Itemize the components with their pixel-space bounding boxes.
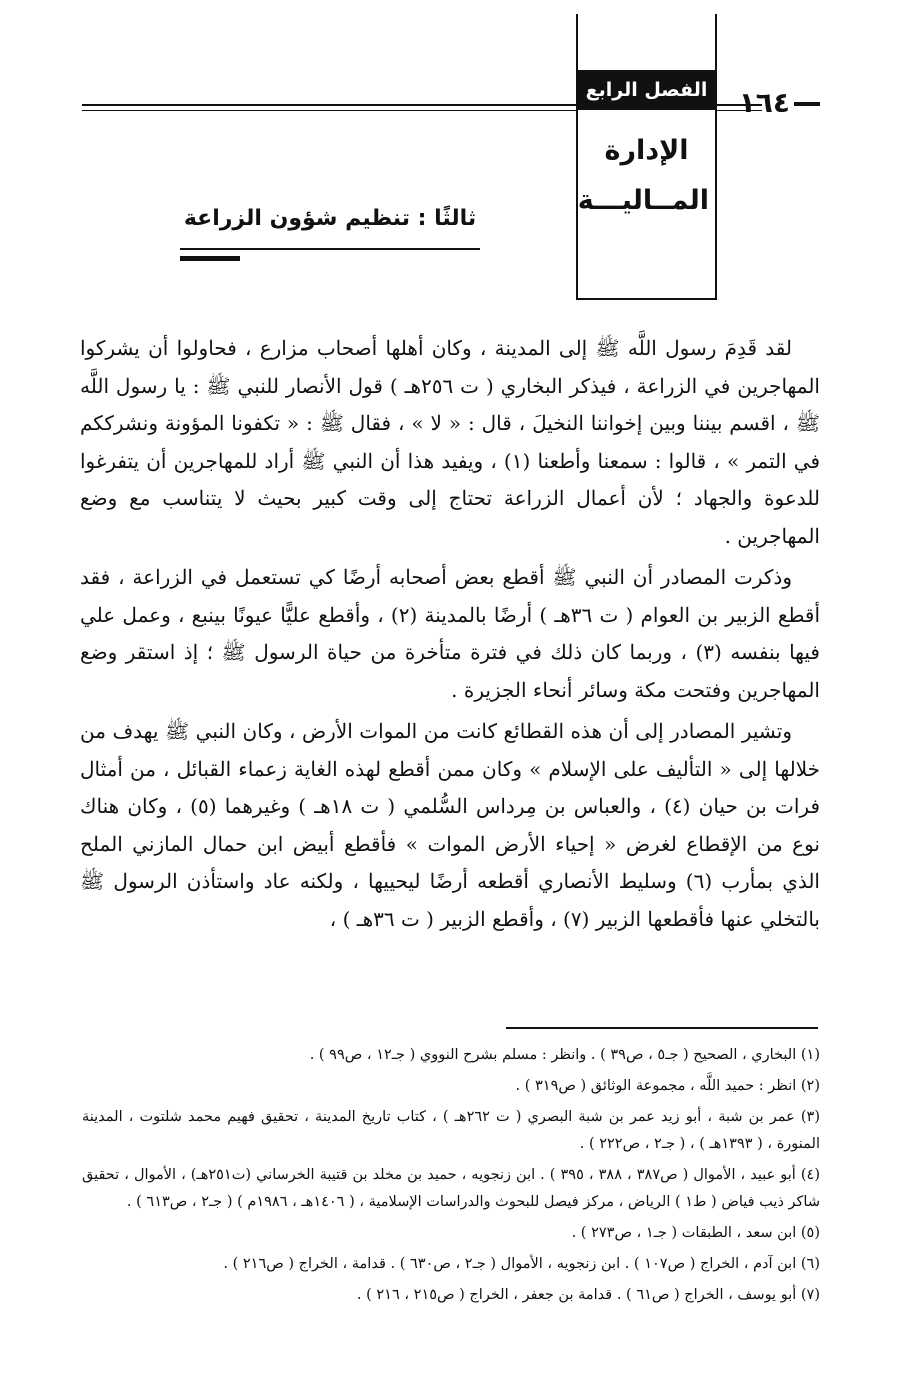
paragraph: وذكرت المصادر أن النبي ﷺ أقطع بعض أصحابه أرضًا كي تستعمل في الزراعة ، فقد أقطع الزبير بن العوام ( ت ٣٦هـ ) أرضًا بالمدينة (٢) ، وأقطع عليًّا عيونًا بينبع ، وعمل علي فيها بنفسه (٣) ، وربما كان ذلك في فترة متأخرة من حياة الرسول ﷺ ؛ إذ استقر وضع المهاجرين وفتحت مكة وسائر أنحاء الجزيرة . (80, 565, 820, 702)
footnote: (٦) ابن آدم ، الخراج ( ص١٠٧ ) . ابن زنجويه ، الأموال ( جـ٢ ، ص٦٣٠ ) . قدامة ، الخراج ( ص٢١٦ ) . (223, 1256, 820, 1272)
chapter-marker (576, 14, 717, 300)
chapter-title-line2: المــاليـــة (577, 185, 709, 216)
footnote-separator (506, 1027, 818, 1029)
section-heading: ثالثًا : تنظيم شؤون الزراعة (183, 206, 477, 231)
footnotes (82, 1042, 820, 1313)
paragraph: لقد قَدِمَ رسول اللَّه ﷺ إلى المدينة ، وكان أهلها أصحاب مزارع ، فحاولوا أن يشركوا المهاجرين في الزراعة ، فيذكر البخاري ( ت ٢٥٦هـ ) قول الأنصار للنبي ﷺ : يا رسول اللَّه ﷺ ، اقسم بيننا وبين إخواننا النخيلَ ، قال : « لا » ، فقال ﷺ : « تكفونا المؤونة ونشرككم في التمر » ، قالوا : سمعنا وأطعنا (١) ، ويفيد هذا أن النبي ﷺ أراد للمهاجرين أن يتفرغوا للدعوة والجهاد ؛ لأن أعمال الزراعة تحتاج إلى وقت كبير بحيث لا يتناسب مع وضع المهاجرين . (80, 336, 821, 548)
paragraph: وتشير المصادر إلى أن هذه القطائع كانت من الموات الأرض ، وكان النبي ﷺ يهدف من خلالها إلى « التأليف على الإسلام » وكان ممن أقطع لهذه الغاية زعماء القبائل ، من أمثال فرات بن حيان (٤) ، والعباس بن مِرداس السُّلمي ( ت ١٨هـ ) وغيرهما (٥) ، وكان هناك نوع من الإقطاع لغرض « إحياء الأرض الموات » فأقطع أبيض ابن حمال المازني الملح الذي بمأرب (٦) وسليط الأنصاري أقطعه أرضًا ليحييها ، ولكنه عاد واستأذن الرسول ﷺ بالتخلي عنها فأقطعها الزبير (٧) ، وأقطع الزبير ( ت ٣٦هـ ) ، (80, 719, 821, 931)
footnote: (٤) أبو عبيد ، الأموال ( ص٣٨٧ ، ٣٨٨ ، ٣٩٥ ) . ابن زنجويه ، حميد بن مخلد بن قتيبة الخرساني (ت٢٥١هـ) ، الأموال ، تحقيق شاكر ذيب فياض ( ط١ ) الرياض ، مركز فيصل للبحوث والدراسات الإسلامية ، ( ١٤٠٦هـ ، ١٩٨٦م ) ( جـ٢ ، ص٦١٣ ) . (82, 1167, 820, 1210)
footnote: (١) البخاري ، الصحيح ( جـ٥ ، ص٣٩ ) . وانظر : مسلم بشرح النووي ( جـ١٢ ، ص٩٩ ) . (309, 1047, 820, 1063)
page-number: ١٦٤ (739, 86, 820, 119)
footnote: (٢) انظر : حميد اللَّه ، مجموعة الوثائق ( ص٣١٩ ) . (515, 1078, 820, 1094)
section-underline (180, 248, 480, 250)
section-underline-accent (180, 256, 240, 261)
chapter-title-line1: الإدارة (604, 135, 689, 166)
footnote: (٥) ابن سعد ، الطبقات ( جـ١ ، ص٢٧٣ ) . (571, 1225, 820, 1241)
chapter-title (577, 126, 709, 226)
body-text (80, 330, 820, 938)
footnote: (٣) عمر بن شبة ، أبو زيد عمر بن شبة البصري ( ت ٢٦٢هـ ) ، كتاب تاريخ المدينة ، تحقيق فهيم محمد شلتوت ، المدينة المنورة ، ( ١٣٩٣هـ ) ، ( جـ٢ ، ص٢٢٢ ) . (82, 1109, 820, 1152)
footnote: (٧) أبو يوسف ، الخراج ( ص٦١ ) . قدامة بن جعفر ، الخراج ( ص٢١٥ ، ٢١٦ ) . (356, 1287, 820, 1303)
chapter-label: الفصل الرابع (578, 70, 715, 110)
